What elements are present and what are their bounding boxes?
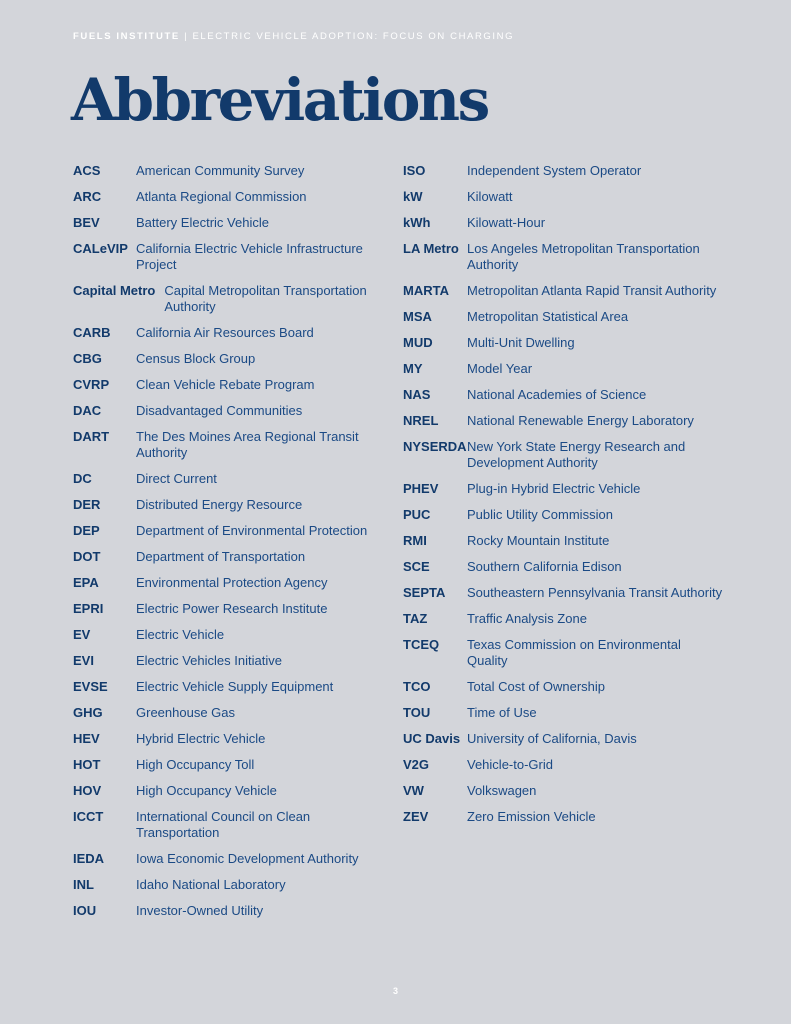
abbreviation-entry	[73, 705, 388, 721]
abbreviation-term: SCE	[403, 559, 430, 574]
abbreviation-entry	[73, 283, 388, 315]
abbreviation-term: BEV	[73, 215, 100, 230]
abbreviation-term: IEDA	[73, 851, 105, 866]
abbreviation-entry	[73, 241, 388, 273]
abbreviation-term: EPRI	[73, 601, 104, 616]
abbreviation-definition: Plug-in Hybrid Electric Vehicle	[467, 481, 641, 496]
abbreviation-definition: California Air Resources Board	[136, 325, 314, 340]
abbreviation-entry	[73, 189, 388, 205]
abbreviation-definition: Capital Metropolitan Transportation Authority	[164, 283, 367, 314]
abbreviation-definition: National Academies of Science	[467, 387, 647, 402]
abbreviation-entry	[403, 757, 723, 773]
abbreviation-definition: Texas Commission on Environmental Quality	[467, 637, 681, 668]
abbreviation-term: MSA	[403, 309, 432, 324]
abbreviation-entry	[403, 439, 723, 471]
abbreviation-term: EPA	[73, 575, 99, 590]
abbreviation-entry	[403, 637, 723, 669]
abbreviation-term: V2G	[403, 757, 430, 772]
abbreviation-definition: Rocky Mountain Institute	[467, 533, 610, 548]
abbreviation-entry	[403, 481, 723, 497]
abbreviation-entry	[403, 585, 723, 601]
abbreviation-term: ARC	[73, 189, 102, 204]
abbreviation-definition: University of California, Davis	[467, 731, 637, 746]
abbreviation-term: INL	[73, 877, 94, 892]
abbreviation-term: ACS	[73, 163, 101, 178]
abbreviation-entry	[73, 549, 388, 565]
abbreviation-definition: New York State Energy Research and Development Authority	[467, 439, 686, 470]
abbreviation-term: MY	[403, 361, 423, 376]
abbreviation-definition: Vehicle-to-Grid	[467, 757, 553, 772]
abbreviation-definition: Clean Vehicle Rebate Program	[136, 377, 315, 392]
abbreviation-entry	[73, 429, 388, 461]
abbreviation-definition: Disadvantaged Communities	[136, 403, 303, 418]
abbreviation-term: RMI	[403, 533, 427, 548]
abbreviation-term: TCEQ	[403, 637, 440, 652]
abbreviation-entry	[73, 215, 388, 231]
abbreviation-entry	[403, 731, 723, 747]
abbreviation-definition: Independent System Operator	[467, 163, 642, 178]
abbreviation-definition: Electric Vehicle Supply Equipment	[136, 679, 334, 694]
abbreviation-term: TCO	[403, 679, 431, 694]
abbreviation-entry	[403, 679, 723, 695]
abbreviation-term: kWh	[403, 215, 431, 230]
abbreviation-definition: Model Year	[467, 361, 533, 376]
abbreviation-entry	[73, 679, 388, 695]
abbreviation-definition: Time of Use	[467, 705, 537, 720]
abbreviation-term: ZEV	[403, 809, 429, 824]
running-header	[73, 31, 514, 42]
abbreviation-term: DEP	[73, 523, 100, 538]
abbreviation-term: PHEV	[403, 481, 439, 496]
abbreviation-definition: Iowa Economic Development Authority	[136, 851, 359, 866]
abbreviation-term: DAC	[73, 403, 102, 418]
abbreviation-term: kW	[403, 189, 423, 204]
abbreviation-entry	[403, 189, 723, 205]
abbreviation-definition: Investor-Owned Utility	[136, 903, 264, 918]
abbreviation-term: IOU	[73, 903, 97, 918]
abbreviation-list-left	[73, 163, 388, 929]
abbreviation-term: NAS	[403, 387, 431, 402]
header-separator: |	[184, 31, 189, 42]
page-title: Abbreviations	[71, 66, 488, 134]
abbreviation-definition: American Community Survey	[136, 163, 305, 178]
page-number: 3	[392, 986, 398, 996]
abbreviation-term: DER	[73, 497, 101, 512]
abbreviation-entry	[403, 335, 723, 351]
abbreviation-term: Capital Metro	[73, 283, 156, 298]
abbreviation-entry	[403, 283, 723, 299]
abbreviation-definition: Traffic Analysis Zone	[467, 611, 587, 626]
abbreviation-definition: Atlanta Regional Commission	[136, 189, 307, 204]
abbreviation-term: NYSERDA	[403, 439, 467, 454]
abbreviation-entry	[73, 877, 388, 893]
abbreviation-entry	[403, 809, 723, 825]
abbreviation-entry	[403, 507, 723, 523]
abbreviation-term: DART	[73, 429, 110, 444]
abbreviation-entry	[73, 325, 388, 341]
abbreviation-definition: National Renewable Energy Laboratory	[467, 413, 694, 428]
abbreviation-entry	[73, 523, 388, 539]
abbreviation-definition: Environmental Protection Agency	[136, 575, 328, 590]
abbreviation-entry	[73, 627, 388, 643]
abbreviation-definition: California Electric Vehicle Infrastructure Project	[136, 241, 363, 272]
abbreviation-entry	[73, 757, 388, 773]
abbreviation-definition: Total Cost of Ownership	[467, 679, 606, 694]
abbreviation-entry	[73, 403, 388, 419]
abbreviation-entry	[73, 809, 388, 841]
abbreviation-term: DOT	[73, 549, 101, 564]
abbreviation-entry	[403, 611, 723, 627]
abbreviation-term: PUC	[403, 507, 431, 522]
abbreviation-definition: Metropolitan Atlanta Rapid Transit Authority	[467, 283, 717, 298]
abbreviation-definition: Electric Vehicle	[136, 627, 225, 642]
abbreviation-entry	[73, 351, 388, 367]
abbreviation-definition: Distributed Energy Resource	[136, 497, 303, 512]
abbreviation-definition: Electric Power Research Institute	[136, 601, 328, 616]
abbreviation-definition: Kilowatt-Hour	[467, 215, 546, 230]
abbreviation-entry	[73, 851, 388, 867]
abbreviation-term: CALeVIP	[73, 241, 128, 256]
abbreviation-term: MUD	[403, 335, 433, 350]
abbreviation-entry	[73, 653, 388, 669]
abbreviation-entry	[403, 241, 723, 273]
abbreviation-definition: Census Block Group	[136, 351, 256, 366]
abbreviation-term: TAZ	[403, 611, 428, 626]
abbreviation-entry	[73, 731, 388, 747]
abbreviation-definition: Idaho National Laboratory	[136, 877, 286, 892]
abbreviation-entry	[403, 705, 723, 721]
abbreviation-term: CVRP	[73, 377, 110, 392]
abbreviation-entry	[403, 309, 723, 325]
abbreviation-term: HOT	[73, 757, 101, 772]
abbreviation-term: TOU	[403, 705, 431, 720]
abbreviation-definition: International Council on Clean Transportation	[136, 809, 311, 840]
abbreviation-list-right	[403, 163, 723, 835]
abbreviation-term: GHG	[73, 705, 103, 720]
abbreviation-definition: Metropolitan Statistical Area	[467, 309, 629, 324]
abbreviation-definition: Southeastern Pennsylvania Transit Authority	[467, 585, 723, 600]
abbreviation-definition: Public Utility Commission	[467, 507, 613, 522]
abbreviation-entry	[73, 471, 388, 487]
abbreviation-definition: Kilowatt	[467, 189, 513, 204]
abbreviation-term: DC	[73, 471, 92, 486]
header-subtitle: ELECTRIC VEHICLE ADOPTION: FOCUS ON CHARGING	[192, 31, 515, 42]
abbreviation-definition: Department of Environmental Protection	[136, 523, 368, 538]
abbreviation-term: ISO	[403, 163, 426, 178]
abbreviation-entry	[73, 783, 388, 799]
abbreviation-entry	[403, 533, 723, 549]
abbreviation-entry	[403, 783, 723, 799]
abbreviation-term: MARTA	[403, 283, 449, 298]
abbreviation-term: CARB	[73, 325, 111, 340]
abbreviation-definition: Battery Electric Vehicle	[136, 215, 269, 230]
abbreviation-definition: Southern California Edison	[467, 559, 622, 574]
abbreviation-entry	[403, 163, 723, 179]
abbreviation-term: NREL	[403, 413, 439, 428]
abbreviation-definition: Los Angeles Metropolitan Transportation Authority	[467, 241, 700, 272]
abbreviation-entry	[403, 413, 723, 429]
abbreviation-entry	[73, 575, 388, 591]
abbreviation-entry	[403, 361, 723, 377]
abbreviation-entry	[73, 163, 388, 179]
abbreviation-definition: High Occupancy Toll	[136, 757, 255, 772]
abbreviation-entry	[403, 387, 723, 403]
abbreviation-term: EV	[73, 627, 91, 642]
header-org: FUELS INSTITUTE	[73, 31, 180, 42]
abbreviation-term: ICCT	[73, 809, 104, 824]
abbreviation-definition: Greenhouse Gas	[136, 705, 236, 720]
abbreviation-definition: The Des Moines Area Regional Transit Authority	[136, 429, 359, 460]
abbreviation-entry	[73, 377, 388, 393]
abbreviation-entry	[73, 601, 388, 617]
abbreviation-term: EVI	[73, 653, 94, 668]
abbreviation-definition: Direct Current	[136, 471, 217, 486]
abbreviation-term: VW	[403, 783, 424, 798]
abbreviation-term: HOV	[73, 783, 102, 798]
abbreviation-definition: Hybrid Electric Vehicle	[136, 731, 266, 746]
abbreviation-definition: Electric Vehicles Initiative	[136, 653, 282, 668]
abbreviation-entry	[403, 215, 723, 231]
abbreviation-definition: Zero Emission Vehicle	[467, 809, 596, 824]
abbreviation-term: HEV	[73, 731, 100, 746]
abbreviation-term: LA Metro	[403, 241, 459, 256]
abbreviation-definition: High Occupancy Vehicle	[136, 783, 277, 798]
abbreviation-term: CBG	[73, 351, 102, 366]
abbreviation-definition: Multi-Unit Dwelling	[467, 335, 575, 350]
abbreviation-entry	[73, 497, 388, 513]
abbreviation-entry	[403, 559, 723, 575]
abbreviation-entry	[73, 903, 388, 919]
abbreviation-term: SEPTA	[403, 585, 446, 600]
abbreviation-definition: Volkswagen	[467, 783, 537, 798]
abbreviation-definition: Department of Transportation	[136, 549, 306, 564]
abbreviation-term: EVSE	[73, 679, 108, 694]
abbreviation-term: UC Davis	[403, 731, 461, 746]
